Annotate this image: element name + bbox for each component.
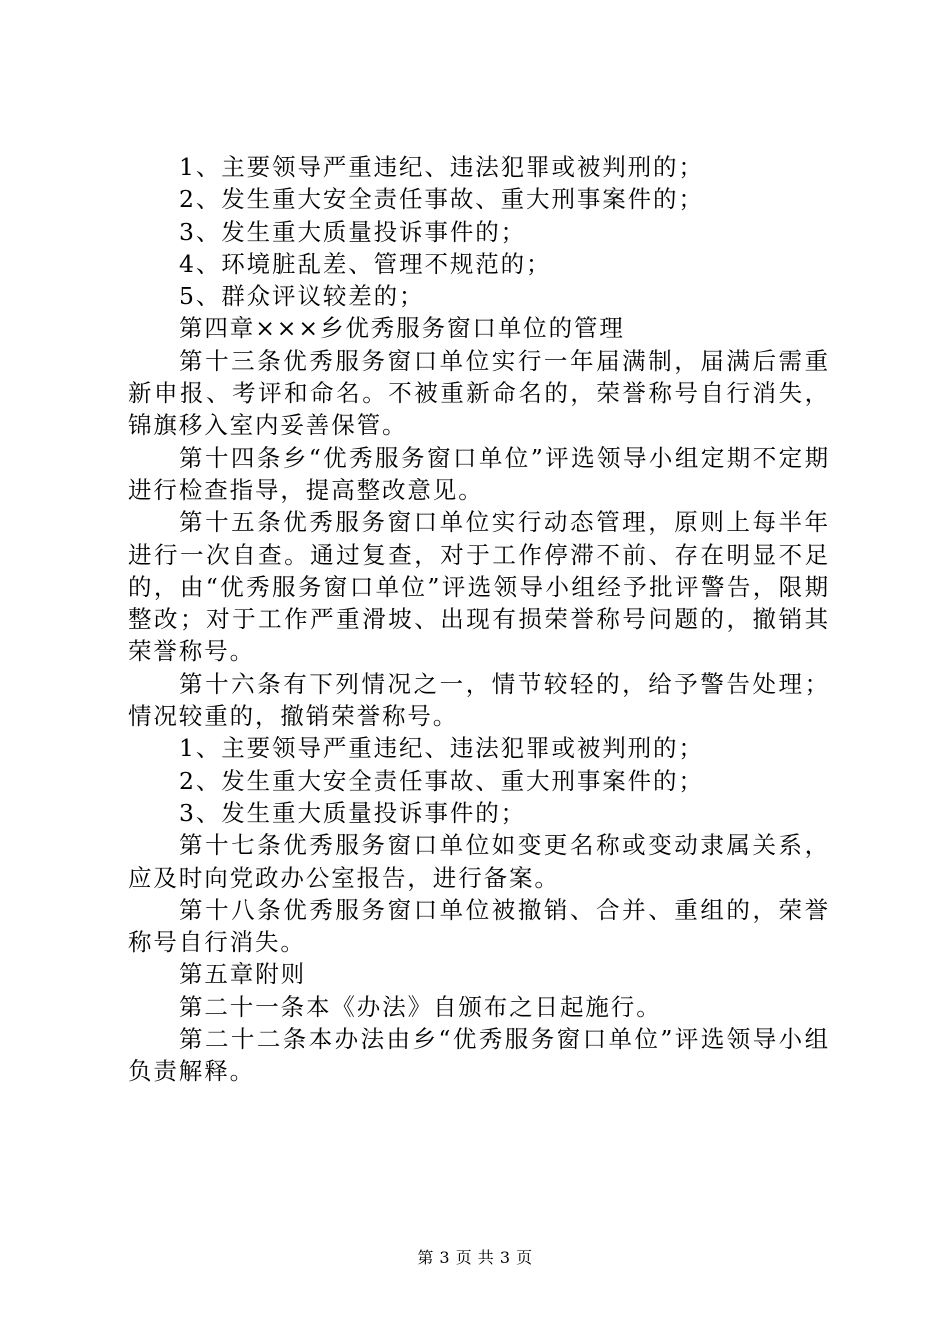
article-22: 第二十二条本办法由乡“优秀服务窗口单位”评选领导小组负责解释。 xyxy=(128,1025,830,1086)
article-16-item-3: 3、发生重大质量投诉事件的； xyxy=(179,798,527,827)
article-13: 第十三条优秀服务窗口单位实行一年届满制，届满后需重新申报、考评和命名。不被重新命名的，荣誉称号自行消失，锦旗移入室内妥善保管。 xyxy=(128,346,830,440)
article-16-item-1: 1、主要领导严重违纪、违法犯罪或被判刑的； xyxy=(179,734,704,763)
list-item-4: 4、环境脏乱差、管理不规范的； xyxy=(179,249,552,278)
article-16-item-2: 2、发生重大安全责任事故、重大刑事案件的； xyxy=(179,766,704,795)
article-14: 第十四条乡“优秀服务窗口单位”评选领导小组定期不定期进行检查指导，提高整改意见。 xyxy=(128,443,830,504)
chapter-5-heading: 第五章附则 xyxy=(179,960,306,989)
article-16: 第十六条有下列情况之一，情节较轻的，给予警告处理；情况较重的，撤销荣誉称号。 xyxy=(128,669,830,731)
document-body xyxy=(128,151,830,1088)
list-item-2: 2、发生重大安全责任事故、重大刑事案件的； xyxy=(179,185,704,214)
article-17: 第十七条优秀服务窗口单位如变更名称或变动隶属关系，应及时向党政办公室报告，进行备案。 xyxy=(128,831,830,892)
list-item-1: 1、主要领导严重违纪、违法犯罪或被判刑的； xyxy=(179,153,704,181)
article-21: 第二十一条本《办法》自颁布之日起施行。 xyxy=(179,992,662,1021)
list-item-3: 3、发生重大质量投诉事件的； xyxy=(179,217,527,246)
article-18: 第十八条优秀服务窗口单位被撤销、合并、重组的，荣誉称号自行消失。 xyxy=(128,895,830,957)
article-15: 第十五条优秀服务窗口单位实行动态管理，原则上每半年进行一次自查。通过复查，对于工作停滞不前、存在明显不足的，由“优秀服务窗口单位”评选领导小组经予批评警告，限期整改；对于工作严重滑坡、出现有损荣誉称号问题的，撤销其荣誉称号。 xyxy=(128,508,830,666)
chapter-4-heading: 第四章×××乡优秀服务窗口单位的管理 xyxy=(179,314,625,343)
list-item-5: 5、群众评议较差的； xyxy=(179,282,425,311)
page-number-footer: 第 3 页 共 3 页 xyxy=(417,1248,533,1267)
